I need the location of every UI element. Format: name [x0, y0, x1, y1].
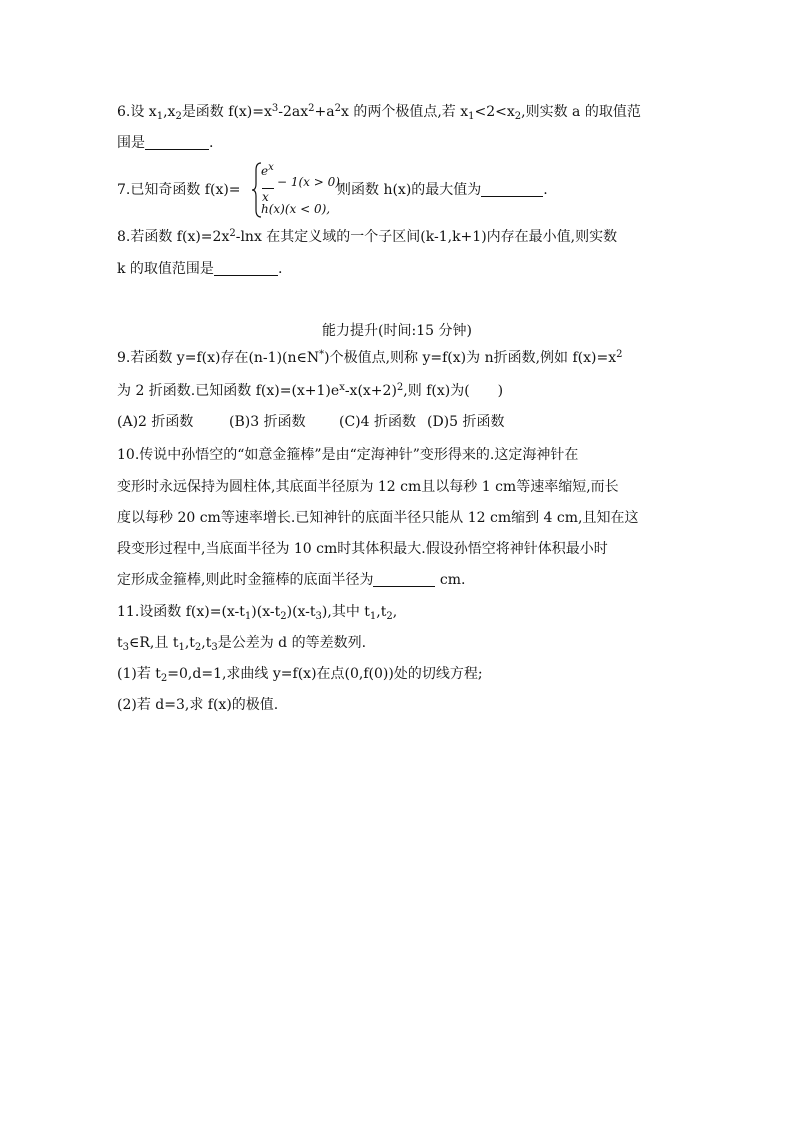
q10-text: 定形成金箍棒,则此时金箍棒的底面半径为 [117, 572, 374, 588]
q11-text: 是公差为 d 的等差数列. [217, 635, 367, 651]
q6-sub: 1 [468, 111, 475, 122]
q8-text: -lnx 在其定义域的一个子区间(k-1,k+1)内存在最小值,则实数 [235, 229, 618, 245]
q11-sub: 2 [280, 611, 287, 622]
answer-blank[interactable] [214, 261, 278, 276]
q9-sup: 2 [616, 349, 623, 360]
q11-text: , [392, 604, 398, 620]
q8-text: . [277, 261, 283, 277]
q10-line-5 [117, 570, 465, 590]
case2: h(x)(x < 0), [261, 202, 331, 216]
option-b[interactable]: (B)3 折函数 [229, 414, 306, 430]
q9-text: ,则 f(x)为( [403, 383, 470, 399]
q11-sub: 2 [160, 673, 168, 684]
q8-line-2 [117, 259, 282, 279]
q6-line-1 [117, 102, 641, 122]
q6-sup: 2 [308, 103, 315, 114]
q8-text: 8.若函数 f(x)=2x [117, 229, 230, 245]
q9-text: 9.若函数 y=f(x)存在(n-1)(n∈N [117, 350, 320, 366]
q9-options [117, 412, 505, 432]
q11-sub: 3 [211, 642, 218, 653]
q9-line-2 [117, 381, 503, 401]
q9-text: ) [497, 383, 504, 399]
q10-line-3: 度以每秒 20 cm等速率增长.已知神针的底面半径只能从 12 cm缩到 4 cm,且知在这 [117, 510, 639, 526]
q6-text: 是函数 f(x)=x [181, 104, 272, 120]
answer-blank[interactable] [481, 182, 543, 197]
q7-text: 则函数 h(x)的最大值为 [337, 182, 482, 198]
q7-line-post [337, 180, 548, 200]
q6-line-2 [117, 133, 213, 153]
q11-text: t [117, 635, 123, 651]
q6-text: x 的两个极值点,若 x [340, 104, 469, 120]
q11-sub: 3 [315, 611, 322, 622]
q11-text: ),其中 t [321, 604, 370, 620]
q10-text: cm. [439, 572, 466, 588]
q6-sub: 1 [156, 111, 164, 122]
q6-text: ,x [163, 104, 176, 120]
q8-sup: 2 [229, 228, 236, 239]
q6-text: ,则实数 a 的取值范 [521, 104, 641, 120]
q11-line-2 [117, 633, 366, 653]
q9-line-1 [117, 348, 623, 368]
q6-sup: 2 [334, 103, 341, 114]
q6-text: 围是 [117, 135, 145, 151]
q9-text: )个极值点,则称 y=f(x)为 n折函数,例如 f(x)=x [324, 350, 617, 366]
q11-text: 11.设函数 f(x)=(x-t [117, 604, 245, 620]
q11-sub: 1 [178, 642, 185, 653]
q11-text: =0,d=1,求曲线 y=f(x)在点(0,f(0))处的切线方程; [167, 666, 483, 682]
option-d[interactable]: (D)5 折函数 [427, 414, 505, 430]
q7-text: 7.已知奇函数 f(x)= [117, 182, 241, 198]
q9-text: 为 2 折函数.已知函数 f(x)=(x+1)e [117, 383, 340, 399]
q9-sup: 2 [396, 382, 404, 393]
q11-part-1 [117, 664, 483, 684]
q11-sub: 3 [122, 642, 130, 653]
q11-sub: 2 [386, 611, 393, 622]
q8-text: k 的取值范围是 [117, 261, 214, 277]
q6-text: . [209, 135, 214, 151]
q6-text: +a [314, 104, 335, 120]
q10-line-4: 段变形过程中,当底面半径为 10 cm时其体积最大.假设孙悟空将神针体积最小时 [117, 541, 608, 557]
case1-rest: − 1(x > 0), [277, 175, 344, 189]
fraction-bar [262, 188, 274, 189]
q6-sup: 3 [271, 103, 279, 114]
q8-line-1 [117, 227, 617, 247]
q11-text: )(x-t [251, 604, 281, 620]
case1-denominator: x [262, 190, 269, 204]
q11-text: ,t [201, 635, 212, 651]
q6-sub: 2 [514, 111, 522, 122]
q10-line-1: 10.传说中孙悟空的“如意金箍棒”是由“定海神针”变形得来的.这定海神针在 [117, 447, 579, 463]
q11-text: (1)若 t [117, 666, 161, 682]
q11-sub: 1 [244, 611, 252, 622]
option-c[interactable]: (C)4 折函数 [339, 414, 416, 430]
q10-line-2: 变形时永远保持为圆柱体,其底面半径原为 12 cm且以每秒 1 cm等速率缩短,而长 [117, 479, 619, 495]
q6-text: -2ax [278, 104, 309, 120]
q11-line-1 [117, 602, 397, 622]
q11-sub: 2 [194, 642, 202, 653]
q7-line-pre [117, 180, 241, 200]
q11-text: ,t [376, 604, 387, 620]
q9-text: -x(x+2) [344, 383, 397, 399]
option-a[interactable]: (A)2 折函数 [117, 414, 194, 430]
answer-blank[interactable] [373, 572, 435, 587]
case1-numerator: $e^x$ [261, 162, 274, 178]
q7-text: . [543, 182, 548, 198]
q11-sub: 1 [369, 611, 377, 622]
q9-sup: x [339, 382, 345, 393]
section-title: 能力提升(时间:15 分钟) [322, 323, 472, 339]
q11-text: )(x-t [286, 604, 316, 620]
answer-blank[interactable] [145, 135, 209, 150]
q6-text: 6.设 x [117, 104, 157, 120]
q11-text: ∈R,且 t [129, 635, 179, 651]
q11-part-2: (2)若 d=3,求 f(x)的极值. [117, 697, 279, 713]
q6-text: <2<x [474, 104, 515, 120]
q9-sup: * [319, 349, 325, 360]
q11-text: ,t [184, 635, 195, 651]
q6-sub: 2 [175, 111, 182, 122]
